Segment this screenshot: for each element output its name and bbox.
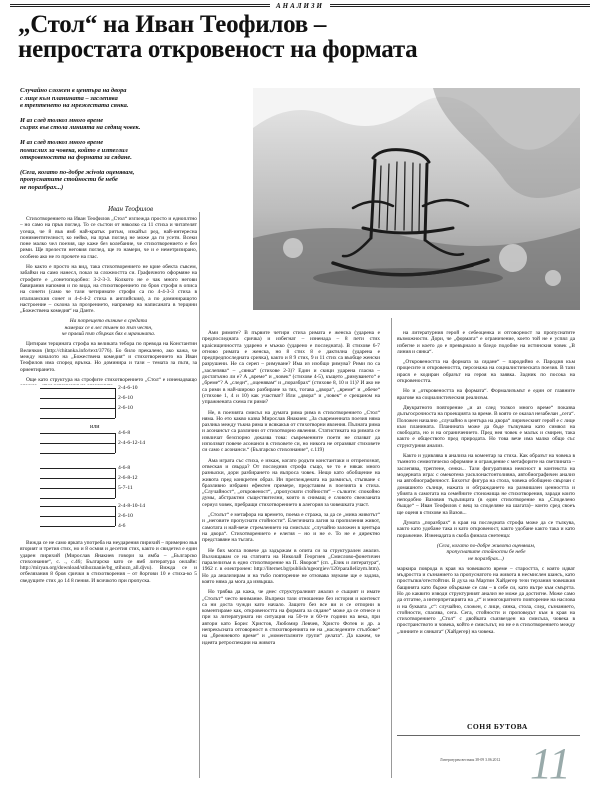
meter-value: 2-4-8-10-14 bbox=[118, 503, 146, 509]
rule bbox=[40, 388, 115, 389]
publication-reference: Литературен вестник 38-09 3.06.2012 bbox=[440, 758, 501, 762]
paragraph: Думата „поразбрах“ в края на последната строфа може да се тълкува, както като удобане така и като откровеност, както удобане както така и като поражение. Изненадата в скоба финала снетенца: bbox=[397, 520, 575, 539]
meter-value: 2-6-10 bbox=[118, 405, 133, 411]
paragraph: Виждa се не само ярката употреба на неударения пирихий – примерно във вторият и третия стих, но и 8 осмия и десетия стих, както и свидетел е един ударен пирихий (Мирослав Янакиев говори за ямба – „Българско стихознание“, с. ., с.46; Българско като се ямб литература онлайн: http://miryan.org/download/stihoznanie/bg_stihozn_all.djvu). Виждa се и отбелязания 8 броя срички в стихотворения – от 8оргови 10 е стиха-ко 5 сведущите стих до 14 8 пения. И всичкото при пропуска. bbox=[20, 540, 197, 584]
bracket-line bbox=[115, 388, 116, 418]
stanza-4 bbox=[20, 169, 245, 192]
paragraph: Ами римите? В първите четири стиха римата е женска (ударена е предпоследната сричка) и избегнат – изненада – 8 пети стих краісищичността ударено е мъжко (ударено е последната). В стихове 6-7 отново римата е женска, но 8 стих 8 е дактилна (ударена е предпредпоследната сричка), както и 8 9 стих, 9 и 11 стих са въобще женски разрушени. Не са сереп – римуване? Има из изобщо римува? Рими по са „заслепява“ – „сянка“ (стихове 2-3)? Един и скици ударена гласна – достатъчно ли е? А „време“ и „човек“ (стихове 4-5), къщето „римуването“ е „бреме“? А „следн“, „оценявам“ и „поразбрах“ (стихове 8, 10 и 11)? И ако не са рими в най-широко разбиране за тях, тогава „двора“, „време“ и „обече“ (стихове 1, 4 и 10) как участват? Или „двора“ и „човек“ е срещаном на упражнената схема ги рими? bbox=[202, 330, 380, 406]
author-name: СОНЯ БУТОВА bbox=[467, 722, 528, 731]
meter-value: 2-6-8-12 bbox=[118, 475, 138, 481]
poem-line: в трептенето на мрежестата сянка. bbox=[20, 102, 129, 110]
meter-value: 4-6-8 bbox=[118, 465, 131, 471]
meter-value: 2-4-6-12-14 bbox=[118, 440, 146, 446]
bracket-line bbox=[115, 433, 116, 453]
paragraph: Както и удивлява в анализа на коментар за стиха. Как образът на човека в тъмното семиотическо оформяне и ограждение с метафорите на светлината – заслепява, трептене, сенки... Тази фигуративна неясност в контекста на модерната игра: с омекотена уасклонастонтоливна, автобиографичен анализ на автобиографичност. Бихотът фигура на стола, човека обобщено свързан с домашното сълнце, нажата и обграждането на размишлен ценността и убията в самотата на семейните стоножища не стихотворения, заради които неподобно Вазовия тъдълицата (в един стихотворение на „Споделено бъшде“ – Иван Теофилов с вещ за споделяне на шагата)– конто сред своеъ ще оценя в стихове на Вазов... bbox=[397, 453, 575, 516]
rocking-chair-photo bbox=[253, 88, 580, 310]
paragraph: Цитирам терцината строфа на великата тебора по превода на Константин Величков (http://chitanka.info/text/3776). Бо било прекалено, ако кажа, че между началото на „Божествена комедия“ и стихотворението на Иван Теофилов има според връзка. Но доминира и тази – темата за пътя, за ориентирането. bbox=[20, 341, 197, 373]
title-line-2: непростата откровеност на формата bbox=[18, 36, 418, 63]
paragraph: Но трябва да кажа, че днес структуралният анализ е същият и имате „Столът“ често внимание. Въпреки тази отношение без история и контекст са ни доста чужди като начало. Защото без все ви и се отпорни в коментираме как, откровеността на формата за сядане“ може да се отнесе и при за литературната ни ситуация на 50-те и 60-те години на века, при автори като Борис Христов, Любомир Левчев, Христо Фотев и др. а непрекъсната отговорност в стихотворенията не на „наследените стълбове“ на „брежневото време“ и „моменталните групи“ делата“. Да кажем, че идеята ретроспекции на живота bbox=[202, 589, 380, 646]
rule bbox=[40, 498, 115, 499]
rule bbox=[40, 478, 115, 479]
meter-value: 4-6 bbox=[118, 523, 126, 529]
poem-line: не поразбрах...) bbox=[20, 183, 64, 191]
poem-line: И аз след толкоз много време bbox=[20, 138, 104, 146]
quote: На попрещето възниче в средата намерих се в лес тъмен по път честн, че правий път сбърках бях в мрачината. bbox=[61, 318, 156, 338]
article-title bbox=[18, 12, 580, 62]
column-2 bbox=[202, 330, 380, 650]
meter-value: 2-6-10 bbox=[118, 513, 133, 519]
bracket-line bbox=[115, 506, 116, 526]
rule bbox=[40, 408, 115, 409]
rule bbox=[40, 488, 115, 489]
rule bbox=[40, 433, 115, 434]
poem-line: помислих за човека, който е изтеглил bbox=[20, 146, 128, 154]
stanza-3 bbox=[20, 139, 245, 162]
meter-value: 2-4-6-10 bbox=[118, 385, 138, 391]
paragraph: Стихотворението на Иван Теофилов „Стол“ изглежда просто и едноплтно – но само на пръв поглед. То се състои от няколко са 11 стиха и читателят усеща, че 8 във ямб най-кратък ритъм, изкайъл ред, най-интересна пониментителност, ко нейко, на пръв поглед не може да ги усети. Всеки поне малко чел поезия, ще каже без колебание, че стихотворението е без рими. Ще прелести неговия поглед, ще го намери, че и е неметризирано, особено ако не го прочете на глас. bbox=[20, 216, 197, 260]
paragraph: маркира поврода в края на човешкото време – старостта, с която идват мъдростта и съзнанието за пропуснатото на живота в несмислен шансъ, като простъпки/отестойтии. В духа на Мартин Хайдегер тези терзания човешкия бащинята като бърже объркаме се сам – в себе си, като вътре към смъртта. Но до каквито изводи структурният анализ не може да достигне. Може само да отгатне, а интерпретацията на „с“ и многократното повторение на наслова и на буквата „с“: случайно, сложен, с лице, сянка, стола, след, съзнанието, стойности, спасява, сега. Сега, стойности и проповедът към в края на стихотворението „Стол“ с двойката съизвезден на смисъла, човека в пространството и човека, който е смисълът, но не е в стихотворението между „линиите и сянката“ (Хайдегер) на човека. bbox=[397, 565, 575, 635]
column-1-continued bbox=[20, 540, 197, 588]
paragraph: Не бих могла повече да задържам в опитa си за структурален анализ. Възхищавам се на статията на Николай Георгиев „Смислово-фонетичен паралелизъм в едно стихотворение на П. Яворов“ (сп. „Език и литература“, 1962 г. в електронен: http://liternet.bg/publish/ngeorgiev/120/parallelizym.htm). Но да анализирам и на тъбо повторение не отзовава звукове ще е задача, която няма да мога да извърша. bbox=[202, 547, 380, 585]
paragraph: Но и „откровеността на формата“. Формализъмът е един от главните врагове на социалистическия реализъм. bbox=[397, 388, 575, 401]
paragraph: „Столът“ е метафора на времето, поема е стража, за да се „мина животът“ и „неговите пропуснати стойности“. Елегичната лагия за пропиления живот, самотата и най-вече стремлението на смисъла: „случайно заложен в центъра на двора“. Стихотворението е елегия – но и не е. То не е директно представяне на тъгата. bbox=[202, 512, 380, 544]
meter-value: 5-7-11 bbox=[118, 485, 133, 491]
rule bbox=[40, 516, 115, 517]
poem-line: с лице към планината – заслепява bbox=[20, 94, 118, 102]
rule bbox=[40, 468, 115, 469]
poem-line: (Сега, когато по-добре жivota оценявам, bbox=[20, 168, 135, 176]
poem-line: съзрях във стола линията на седящ човек. bbox=[20, 124, 141, 132]
column-1 bbox=[20, 216, 197, 385]
section-label bbox=[0, 2, 600, 10]
rule bbox=[40, 506, 115, 507]
paragraph: Още като структура на строфите стихотворението „Стол“ е изненадващо bbox=[26, 376, 197, 383]
table-or-label: или bbox=[90, 424, 100, 430]
stanza-2 bbox=[20, 117, 245, 132]
paragraph: Двукратното повторение „и аз след толкоз много време“ показва дълъгосрочноста на проекцията за време. В която се оказал незабелан „сега“. Положен начално „случайно в центъра на двора“ лирическият герой е с лице към планината. Планината може да бъде тълкувана като символ на свободата, но и на ограничението. Пред нея човек е малък и смирен, така както е обществото пред природата. Но това вече има малко общо със структурния анализ. bbox=[397, 404, 575, 449]
rule bbox=[40, 418, 115, 419]
column-3 bbox=[397, 330, 575, 639]
photo-illustration bbox=[253, 88, 580, 310]
stanza-1 bbox=[20, 87, 245, 110]
quote: (Сега, когато по-добре живота оценявам, пропуснатите стойности бе небе не поразбрах...) bbox=[436, 542, 536, 562]
paragraph: Ама играта със стиха, е изкаж, когато родъти константаки и отпрепознат, отвеская и свърда? От последния строфа също, че то е някак много разныски, дори разбирането на въпроса човек. Нещо като обобщение на живота пред конкретен образ. Ин преглеждената на размисъл, стъпване с бразливно избрани ефектен примере, представим в поезията в стиха. „Случайност“, „откровеност“, „пропуснати стойности“ – сълките: спокойно думы, абстрактни съществителни, които в снимащ е словото свежзаната сериул човек, пребращи стихотворението в алегория за човешката участ. bbox=[202, 457, 380, 508]
epigraph-poem bbox=[20, 87, 245, 199]
rule bbox=[40, 398, 115, 399]
poem-line: Случайно сложен в центъра на двора bbox=[20, 87, 127, 94]
meter-value: 4-6-8 bbox=[118, 430, 131, 436]
paragraph: Не, в поезията смисъл на думата рима рима в стихотворението „Стол“ няма. Но ето какво казва Мирослав Янакиев: „За съвременната поезия няма разлика между тъкна рима и всякакъв от стихотворни явления. Пълната рима и асонансът са различни от стихотворно явления. Статистиката на римата се извличат безспорно доказва това: съвременните поети не спазват да използват повече асонанси в стиховете си, но никога не отразяват стиховете си само с асонанси.“ (Българско стихознание“, с.119) bbox=[202, 409, 380, 454]
section-label-text: АНАЛИЗИ bbox=[270, 2, 330, 10]
paragraph: на литературния герой е себеоценка и отговорност за пропуснатите възможности. Дори, че „формата“ е ограничение, което той не е успял да избегне и което до е превърнало в бледо подобие на истинския човек „В линия и сянка“. bbox=[397, 330, 575, 355]
paragraph: „Откровеността на формата за сядане“ – пародийно е. Пародия към процесите и откровеността, персонажа на социалистическата поезия. В тази ирася е кодиран образът на героя на заявка. Задник по посока на откровеността. bbox=[397, 359, 575, 385]
footer-rule bbox=[397, 735, 580, 736]
meter-value: 2-6-10 bbox=[118, 395, 133, 401]
title-line-1: „Стол“ на Иван Теофилов – bbox=[18, 11, 327, 38]
paragraph: Но както е просто на вид, така стихотворението не крие обекта съвсем, забайки на само нанесл, показ за сложността си. Графичното оформяне на строфите е „сонетоподобно: 3-2-3-3. Колкото не е чак много негови бавирания напомня и по вида, на стихотворението по броя строфи в описа на сонети (само че тази четиримате строфи са по 4-4-3-3 стиха в италианския сонет и 4-4-4-2 стиха в английския), а по доминиращото настроение – склона за прозрението, например на написаната в терцини „Божествена комедия“ на Данте. bbox=[20, 264, 197, 315]
column-divider bbox=[199, 212, 200, 778]
column-divider bbox=[391, 318, 392, 778]
page-number: 11 bbox=[530, 739, 571, 788]
poem-line: пропуснатите стойности бе небе bbox=[20, 176, 118, 184]
rule bbox=[40, 453, 115, 454]
poem-line: откровеността на формата за сядане. bbox=[20, 154, 132, 162]
meter-scheme-table bbox=[40, 385, 190, 529]
bracket-line bbox=[115, 468, 116, 498]
poem-signature: Иван Теофилов bbox=[108, 205, 154, 213]
rule bbox=[40, 443, 115, 444]
rule bbox=[40, 526, 115, 527]
poem-line: И аз след толкоз много време bbox=[20, 116, 104, 124]
